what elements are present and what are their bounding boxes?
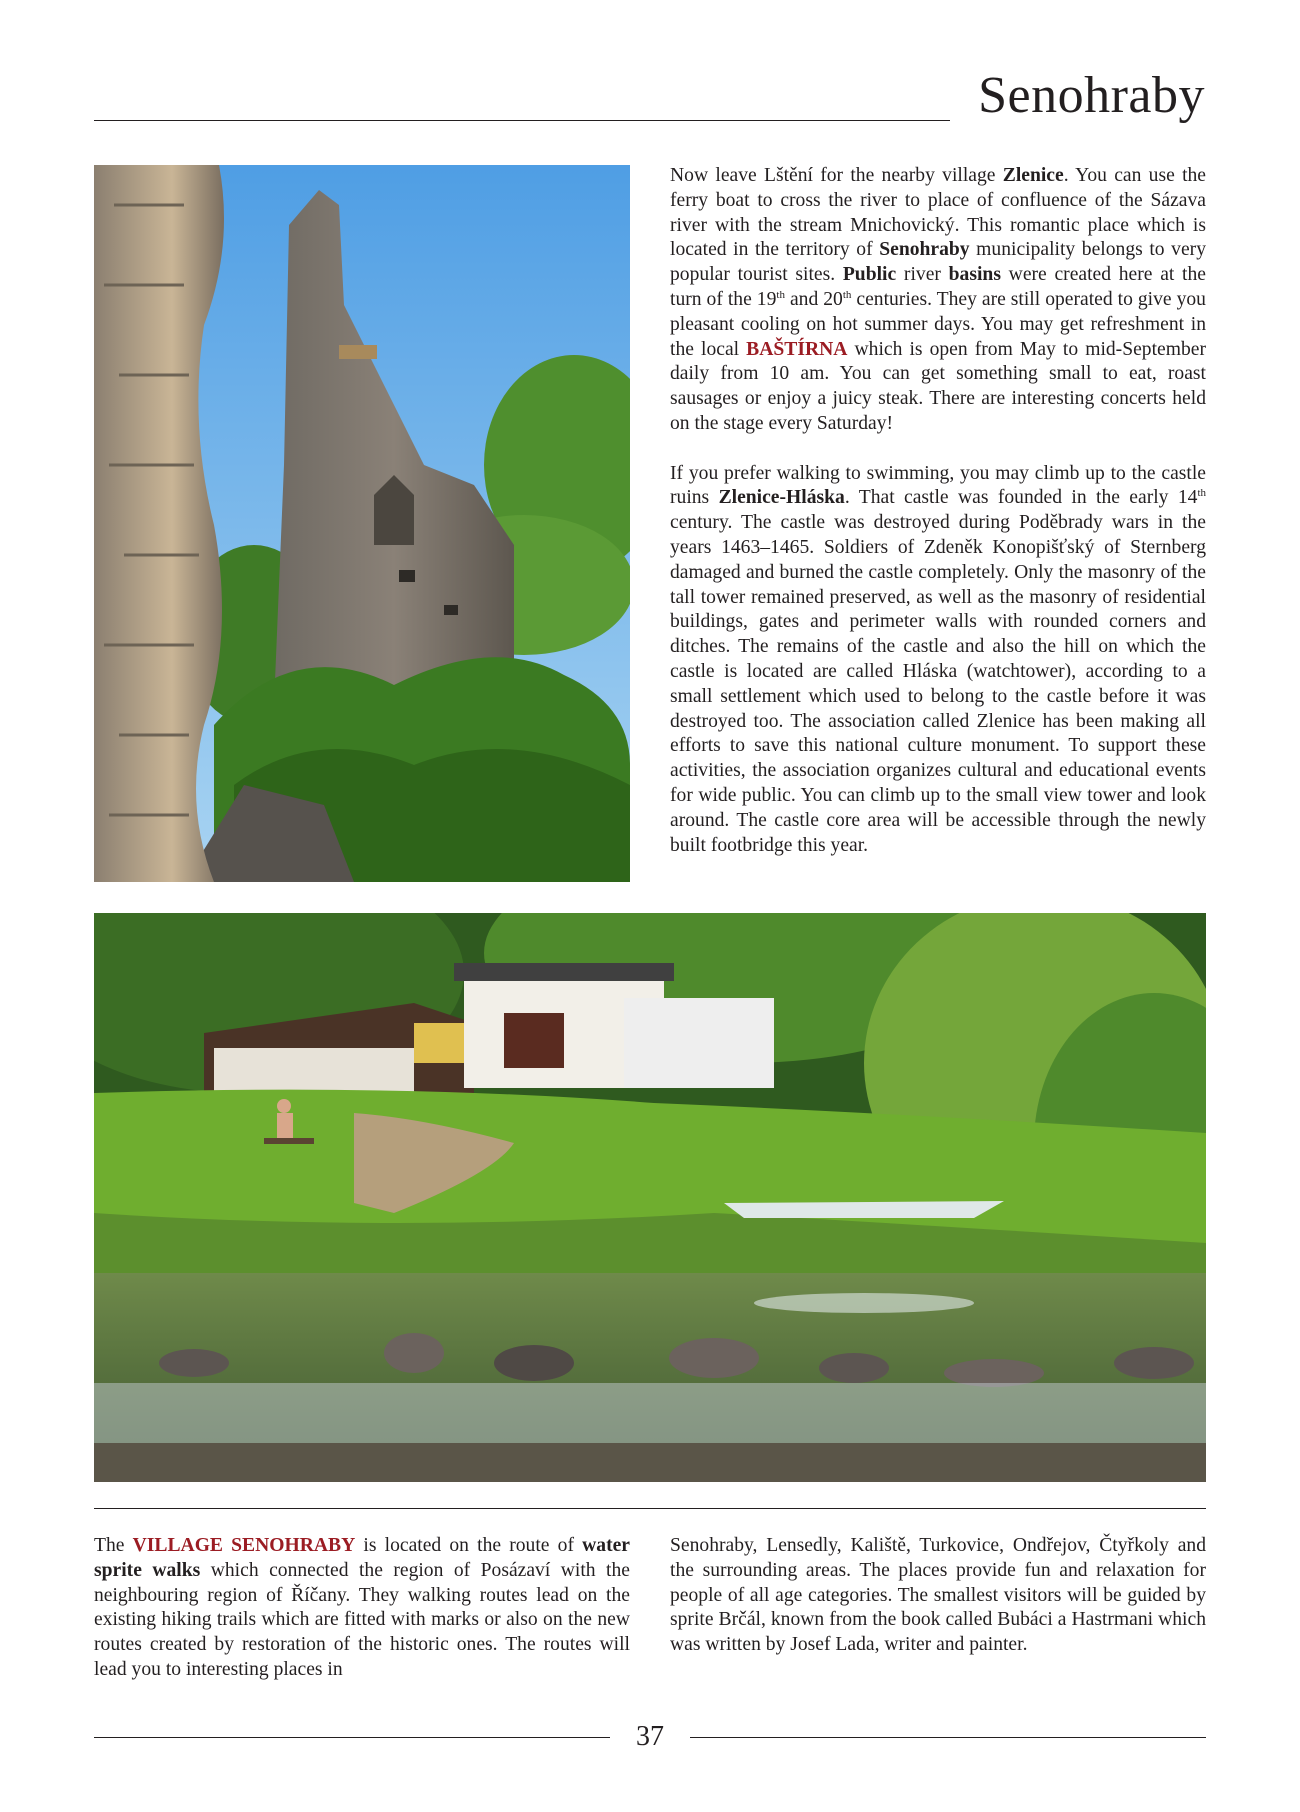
water-sprite-left-column <box>94 1534 630 1683</box>
intro-text-column <box>670 164 1206 858</box>
water-sprite-right-column <box>670 1534 1206 1658</box>
page-number: 37 <box>636 1721 664 1752</box>
places-paragraph: Senohraby, Lensedly, Kaliště, Turkovice, Ondřejov, Čtyřkoly and the surrounding areas. The places provide fun and relaxation for people of all age categories. The smallest visitors will be guided by sprite Brčál, known from the book called Bubáci a Hastrmani which was written by Josef Lada, writer and painter. <box>670 1535 1206 1656</box>
castle-paragraph: If you prefer walking to swimming, you may climb up to the castle ruins Zlenice-Hláska. That castle was founded in the early 14th century. The castle was destroyed during Poděbrady wars in the years 1463–1465. Soldiers of Zdeněk Konopišťský of Sternberg damaged and burned the castle completely. Only the masonry of the tall tower remained preserved, as well as the masonry of residential buildings, gates and perimeter walls with rounded corners and ditches. The remains of the castle and also the hill on which the castle is located are called Hláska (watchtower), according to a small settlement which used to belong to the castle before it was destroyed too. The association called Zlenice has been making all efforts to save this national culture monument. To support these activities, the association organizes cultural and educational events for wide public. You can climb up to the small view tower and look around. The castle core area will be accessible through the newly built footbridge this year. <box>670 462 1206 856</box>
village-senohraby-highlight: VILLAGE SENOHRABY <box>132 1535 356 1556</box>
footer-rule-right <box>690 1737 1206 1738</box>
page-title: Senohraby <box>978 67 1205 124</box>
river-swimming-photo <box>94 913 1206 1482</box>
bastirna-highlight: BAŠTÍRNA <box>746 338 848 360</box>
castle-ruins-photo <box>94 165 630 882</box>
zlenice-paragraph: Now leave Lštění for the nearby village Zlenice. You can use the ferry boat to cross the river to place of confluence of the Sázava river with the stream Mnichovický. This romantic place which is located in the territory of Senohraby municipality belongs to very popular tourist sites. Public river basins were created here at the turn of the 19th and 20th centuries. They are still operated to give you pleasant cooling on hot summer days. You may get refreshment in the local BAŠTÍRNA which is open from May to mid-September daily from 10 am. You can get something small to eat, roast sausages or enjoy a juicy steak. There are interesting concerts held on the stage every Saturday! <box>670 165 1207 434</box>
section-rule <box>94 1508 1206 1509</box>
village-paragraph: The VILLAGE SENOHRABY is located on the route of water sprite walks which connected the region of Posázaví with the neighbouring region of Říčany. They walking routes lead on the existing hiking trails which are fitted with marks or also on the new routes created by restoration of the historic ones. The routes will lead you to interesting places in <box>94 1535 630 1680</box>
title-rule <box>94 120 950 121</box>
footer-rule-left <box>94 1737 610 1738</box>
